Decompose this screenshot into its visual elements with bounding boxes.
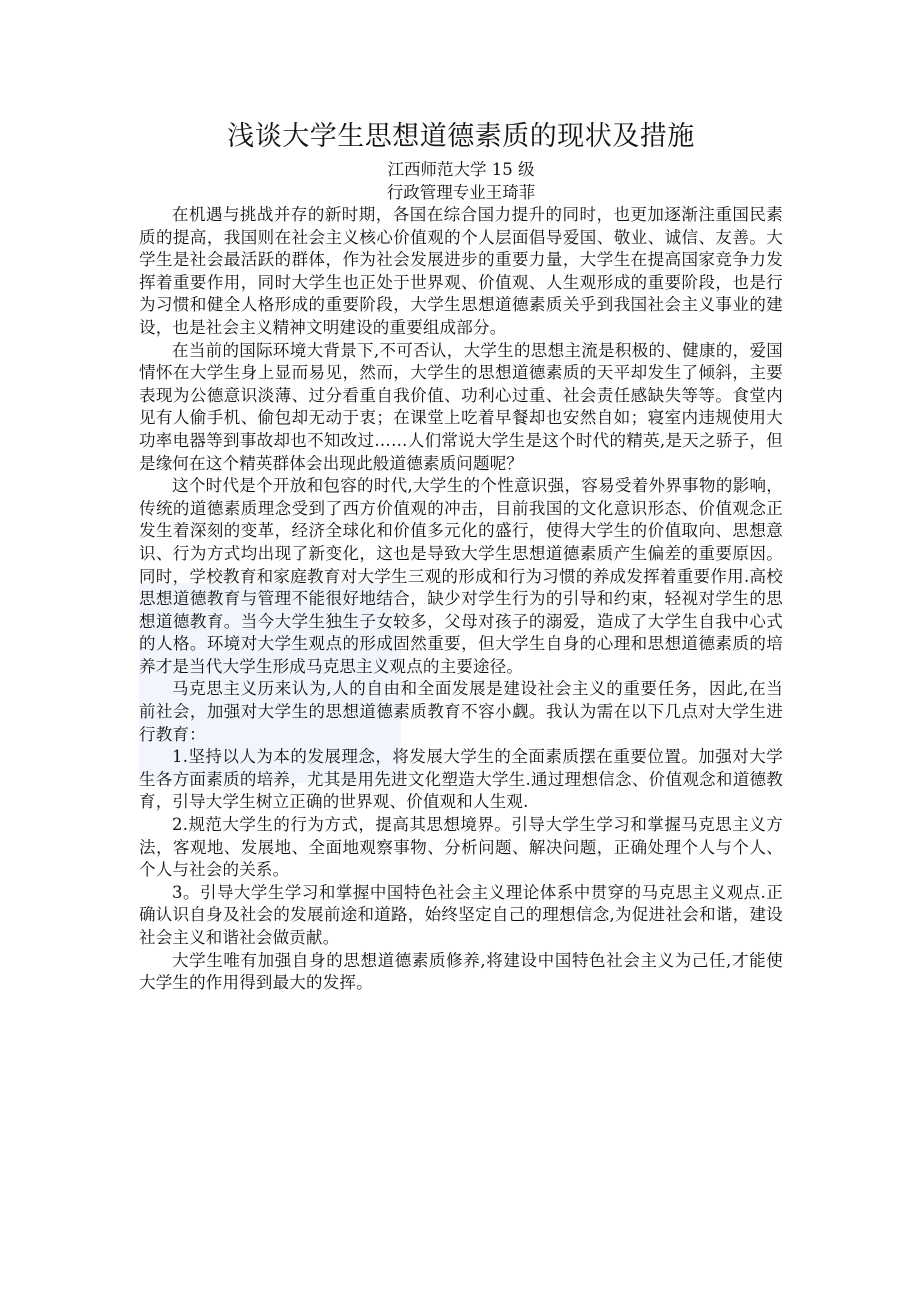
- school-line: 江西师范大学 15 级: [387, 160, 535, 179]
- author-line: 行政管理专业王琦菲: [386, 183, 536, 202]
- paragraph-2: 在当前的国际环境大背景下,不可否认，大学生的思想主流是积极的、健康的，爱国情怀在大学生身上显而易见，然而，大学生的思想道德素质的天平却发生了倾斜，主要表现为公德意识淡薄、过分看重自我价值、功利心过重、社会责任感缺失等等。食堂内见有人偷手机、偷包却无动于衷；在课堂上吃着早餐却也安然自如；寝室内违规使用大功率电器等到事故却也不知改过……人们常说大学生是这个时代的精英,是天之骄子，但是缘何在这个精英群体会出现此般道德素质问题呢？: [139, 340, 783, 473]
- paragraph-3: 这个时代是个开放和包容的时代,大学生的个性意识强，容易受着外界事物的影响，传统的道德素质理念受到了西方价值观的冲击，目前我国的文化意识形态、价值观念正发生着深刻的变革，经济全球化和价值多元化的盛行，使得大学生的价值取向、思想意识、行为方式均出现了新变化，这也是导致大学生思想道德素质产生偏差的重要原因。同时，学校教育和家庭教育对大学生三观的形成和行为习惯的养成发挥着重要作用.高校思想道德教育与管理不能很好地结合，缺少对学生行为的引导和约束，轻视对学生的思想道德教育。当今大学生独生子女较多，父母对孩子的溺爱，造成了大学生自我中心式的人格。环境对大学生观点的形成固然重要，但大学生自身的心理和思想道德素质的培养才是当代大学生形成马克思主义观点的主要途径。: [139, 476, 783, 676]
- paragraph-5: 1.坚持以人为本的发展理念，将发展大学生的全面素质摆在重要位置。加强对大学生各方面素质的培养，尤其是用先进文化塑造大学生.通过理想信念、价值观念和道德教育，引导大学生树立正确的世界观、价值观和人生观.: [139, 747, 783, 812]
- paragraph-6: 2.规范大学生的行为方式，提高其思想境界。引导大学生学习和掌握马克思主义方法，客观地、发展地、全面地观察事物、分析问题、解决问题，正确处理个人与个人、个人与社会的关系。: [139, 815, 783, 880]
- document-title: 浅谈大学生思想道德素质的现状及措施: [227, 121, 695, 152]
- document-body: [139, 116, 783, 995]
- paragraph-7: 3。引导大学生学习和掌握中国特色社会主义理论体系中贯穿的马克思主义观点.正确认识自身及社会的发展前途和道路，始终坚定自己的理想信念,为促进社会和谐，建设社会主义和谐社会做贡献。: [139, 882, 783, 947]
- paragraph-4: 马克思主义历来认为,人的自由和全面发展是建设社会主义的重要任务，因此,在当前社会，加强对大学生的思想道德素质教育不容小觑。我认为需在以下几点对大学生进行教育：: [139, 679, 783, 744]
- paragraph-1: 在机遇与挑战并存的新时期，各国在综合国力提升的同时，也更加逐渐注重国民素质的提高，我国则在社会主义核心价值观的个人层面倡导爱国、敬业、诚信、友善。大学生是社会最活跃的群体，作为社会发展进步的重要力量，大学生在提高国家竞争力发挥着重要作用，同时大学生也正处于世界观、价值观、人生观形成的重要阶段，也是行为习惯和健全人格形成的重要阶段，大学生思想道德素质关乎到我国社会主义事业的建设，也是社会主义精神文明建设的重要组成部分。: [139, 205, 783, 337]
- paragraph-8: 大学生唯有加强自身的思想道德素质修养,将建设中国特色社会主义为己任,才能使大学生的作用得到最大的发挥。: [139, 950, 783, 993]
